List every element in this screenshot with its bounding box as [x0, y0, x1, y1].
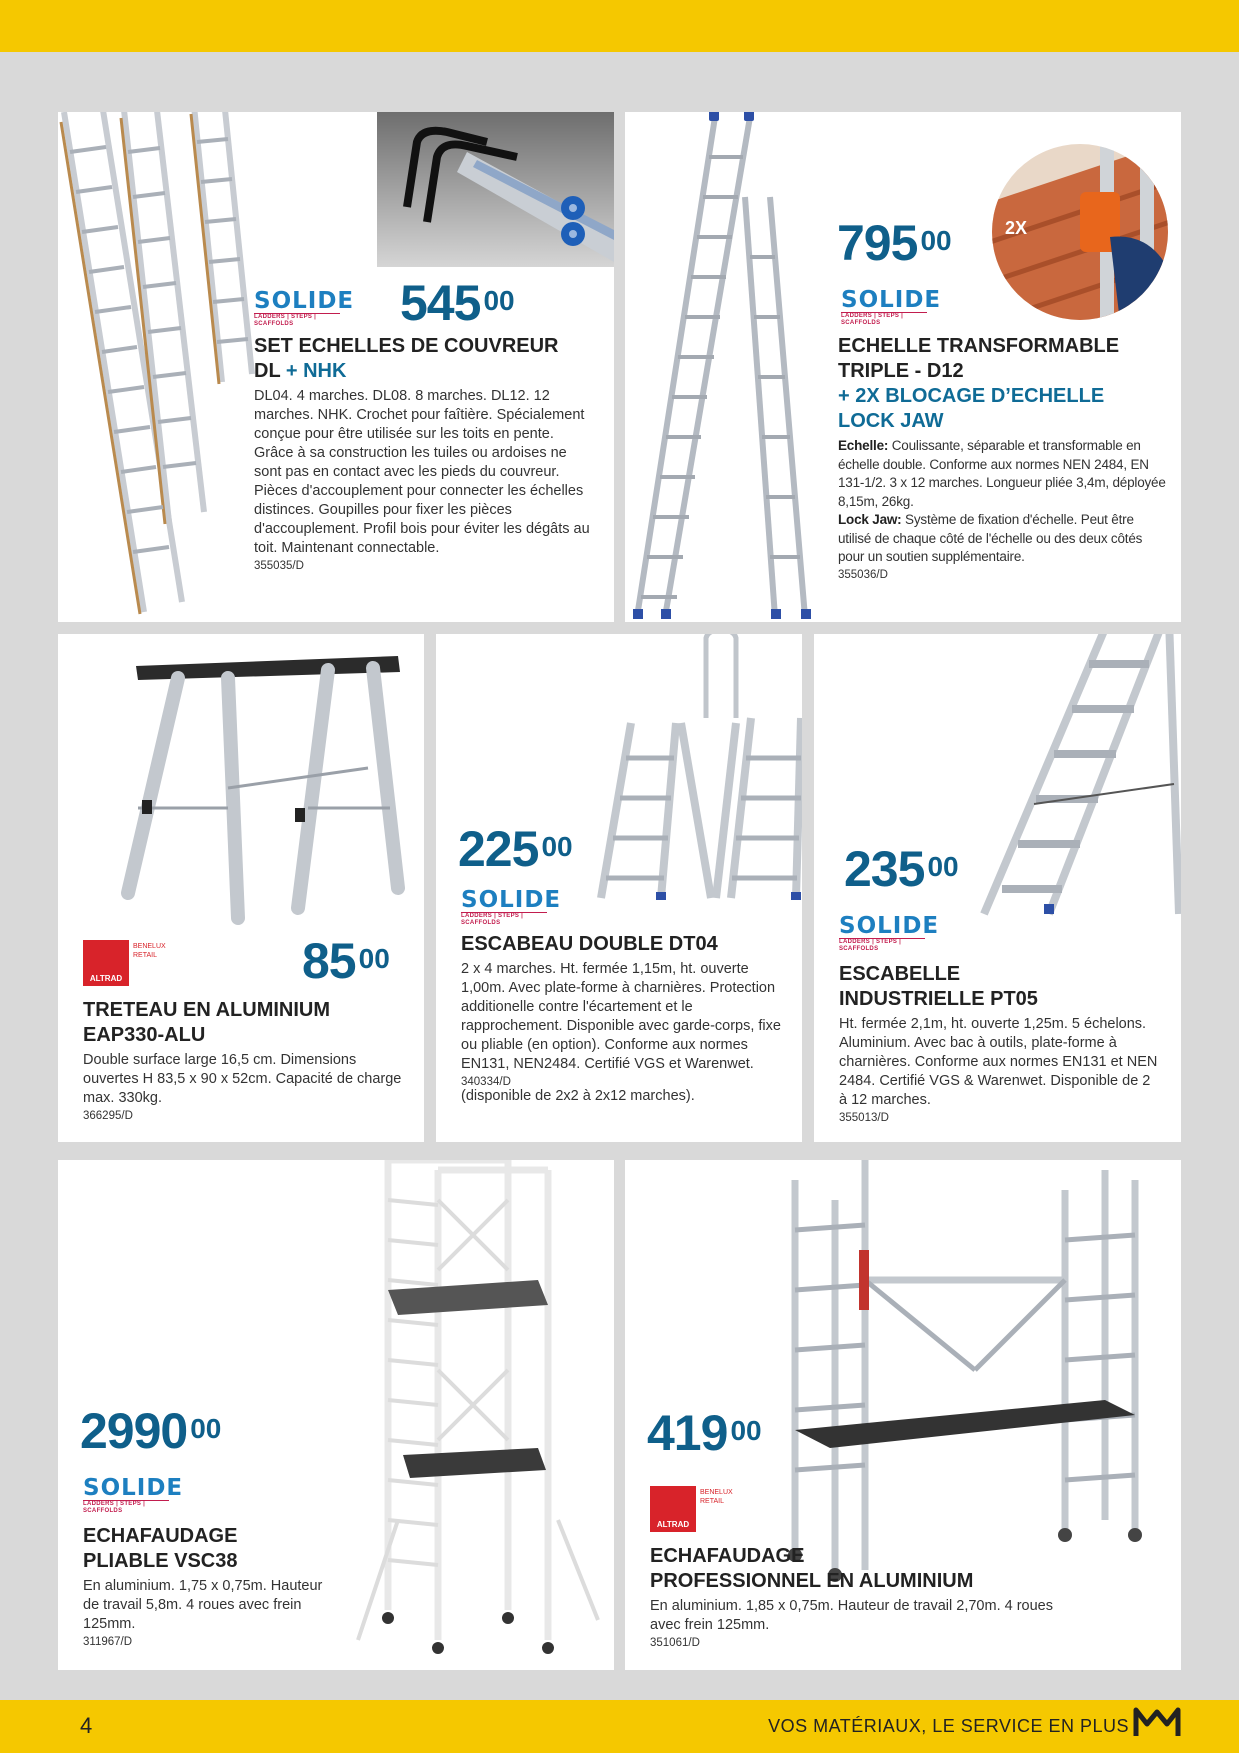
product-info	[83, 998, 403, 1122]
price-235: 235 $^{00}$	[844, 841, 959, 897]
solide-brand-logo: SOLIDE LADDERS | STEPS | SCAFFOLDS	[83, 1475, 184, 1514]
page-number: 4	[80, 1713, 93, 1738]
price-795: 795 $^{00}$	[837, 215, 952, 271]
product-card-triple-ladder	[625, 112, 1181, 622]
altrad-brand-logo: ALTRAD BENELUX RETAIL	[650, 1486, 770, 1532]
top-accent-bar	[0, 0, 1239, 52]
altrad-brand-logo: ALTRAD BENELUX RETAIL	[83, 940, 203, 986]
price-2990: 2990 $^{00}$	[80, 1403, 222, 1459]
product-info	[254, 334, 594, 572]
product-title: SET ECHELLES DE COUVREUR DL + NHK	[254, 335, 559, 382]
availability-note: (disponible de 2x2 à 2x12 marches).	[461, 1088, 695, 1104]
pro-scaffold-image	[775, 1160, 1180, 1580]
product-info	[461, 932, 791, 1104]
trestle-image	[128, 648, 408, 938]
solide-brand-logo: SOLIDE LADDERS | STEPS | SCAFFOLDS	[839, 913, 940, 952]
product-reference: 340334/D	[461, 1076, 511, 1088]
product-title: ECHAFAUDAGE PROFESSIONNEL EN ALUMINIUM	[650, 1545, 974, 1592]
roofer-ladders-image	[58, 112, 274, 622]
product-description: Double surface large 16,5 cm. Dimensions ouvertes H 83,5 x 90 x 52cm. Capacité de charge max. 330kg.	[83, 1052, 402, 1106]
price-545: 545 $^{00}$	[400, 275, 515, 331]
price-225: 225 $^{00}$	[458, 821, 573, 877]
product-description: En aluminium. 1,75 x 0,75m. Hauteur de travail 5,8m. 4 roues avec frein 125mm.	[83, 1578, 323, 1632]
product-title: ESCABELLE INDUSTRIELLE PT05	[839, 963, 1038, 1010]
product-info	[839, 962, 1159, 1124]
roof-hook-photo	[377, 112, 614, 267]
product-description: 2 x 4 marches. Ht. fermée 1,15m, ht. ouverte 1,00m. Avec plate-forme à charnières. Protection additionelle contre l'écartement et le rapprochement. Disponible avec garde-corps, fixe ou pliable (en option). Conforme aux normes EN131, NEN2484. Certifié VGS et Warenwet.	[461, 961, 781, 1072]
km-logo-icon	[1133, 1706, 1181, 1738]
triple-ladder-image	[625, 112, 815, 622]
product-card-industrial-stepladder	[814, 634, 1181, 1142]
solide-brand-logo: SOLIDE LADDERS | STEPS | SCAFFOLDS	[841, 287, 942, 326]
solide-brand-logo: SOLIDE LADDERS | STEPS | SCAFFOLDS	[461, 887, 562, 926]
product-info	[83, 1524, 333, 1648]
product-card-trestle	[58, 634, 424, 1142]
product-description: Ht. fermée 2,1m, ht. ouverte 1,25m. 5 échelons. Aluminium. Avec bac à outils, plate-forme à charnières. Conforme aux normes EN131 et NEN 2484. Certifié VGS & Warenwet. Disponible de 2 à 12 marches.	[839, 1016, 1158, 1108]
product-card-double-stepladder	[436, 634, 802, 1142]
product-title: TRETEAU EN ALUMINIUM EAP330-ALU	[83, 999, 331, 1046]
price-419: 419 $^{00}$	[647, 1405, 762, 1461]
product-reference: 311967/D	[83, 1636, 133, 1648]
product-card-folding-scaffold	[58, 1160, 614, 1670]
double-stepladder-image	[596, 634, 802, 908]
product-info	[838, 334, 1168, 581]
quantity-badge: 2X	[1005, 218, 1028, 238]
product-reference: 355013/D	[839, 1112, 889, 1124]
product-reference: 366295/D	[83, 1110, 133, 1122]
product-card-dl-roofer-ladders	[58, 112, 614, 622]
folding-scaffold-image	[358, 1160, 608, 1670]
product-info	[650, 1544, 1080, 1649]
product-description: Echelle: Coulissante, séparable et transformable en échelle double. Conforme aux normes NEN 2484, EN 131-1/2. 3 x 12 marches. Longueur pliée 3,4m, déployée 8,15m, 26kg. Lock Jaw: Système de fixation d'échelle. Peut être utilisé de chaque côté de l'échelle ou des deux côtés pour un soutien supplémentaire.	[838, 438, 1166, 564]
solide-brand-logo: SOLIDE LADDERS | STEPS | SCAFFOLDS	[254, 288, 355, 327]
product-description: En aluminium. 1,85 x 0,75m. Hauteur de travail 2,70m. 4 roues avec frein 125mm.	[650, 1598, 1053, 1633]
industrial-stepladder-image	[974, 634, 1181, 924]
price-85: 85 $^{00}$	[302, 933, 390, 989]
footer-slogan: VOS MATÉRIAUX, LE SERVICE EN PLUS	[768, 1716, 1129, 1736]
product-card-pro-scaffold	[625, 1160, 1181, 1670]
product-reference: 355036/D	[838, 568, 888, 581]
product-title: ESCABEAU DOUBLE DT04	[461, 933, 718, 955]
product-description: DL04. 4 marches. DL08. 8 marches. DL12. 12 marches. NHK. Crochet pour faîtière. Spécialement conçue pour être utilisée sur les toits en pente. Grâce à sa construction les tuiles ou ardoises ne sont pas en contact avec les pieds du couvreur. Pièces d'accouplement pour connecter les échelles distinces. Goupilles pour fixer les pièces d'accouplement. Profil bois pour éviter les dégâts au toit. Maintenant connectable.	[254, 388, 590, 556]
product-title: ECHELLE TRANSFORMABLE TRIPLE - D12 + 2X BLOCAGE D’ECHELLE LOCK JAW	[838, 335, 1120, 432]
product-reference: 355035/D	[254, 560, 304, 572]
product-title: ECHAFAUDAGE PLIABLE VSC38	[83, 1525, 238, 1572]
product-reference: 351061/D	[650, 1637, 700, 1649]
